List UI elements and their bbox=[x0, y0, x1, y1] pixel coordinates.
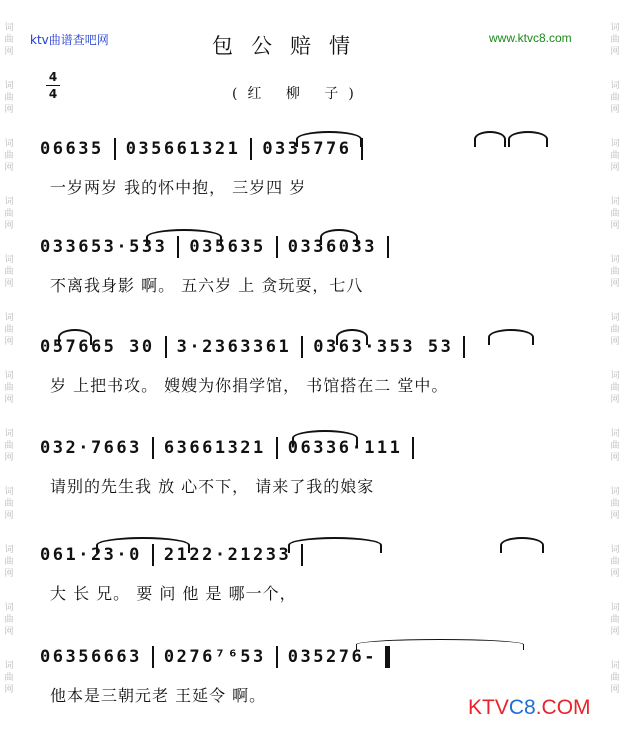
bar-line bbox=[250, 138, 252, 160]
score-row-6 bbox=[0, 645, 624, 745]
slur-mark bbox=[96, 537, 190, 553]
brand-right-link[interactable]: www.ktvc8.com bbox=[489, 31, 572, 45]
slur-mark bbox=[296, 131, 362, 147]
slur-mark bbox=[292, 430, 358, 446]
score-row-4 bbox=[0, 436, 624, 536]
measure: 0363·353 53 bbox=[313, 337, 454, 357]
measure: 0335776 bbox=[262, 139, 352, 159]
slur-mark bbox=[320, 229, 358, 245]
site-watermark-logo: KTVC8.COM bbox=[468, 696, 591, 719]
measure: 3·2363361 bbox=[176, 337, 292, 357]
bar-line bbox=[276, 437, 278, 459]
slur-mark bbox=[488, 329, 534, 345]
measure: 0276⁷⁶53 bbox=[163, 647, 266, 667]
bar-line bbox=[152, 646, 154, 668]
bar-line bbox=[165, 336, 167, 358]
measure: 057665 30 bbox=[40, 337, 155, 357]
slur-mark bbox=[508, 131, 548, 147]
song-title: 包公赔情 bbox=[212, 34, 368, 58]
slur-mark bbox=[474, 131, 506, 147]
bar-line bbox=[463, 336, 465, 358]
slur-mark bbox=[356, 639, 524, 650]
slur-mark bbox=[500, 537, 544, 553]
measure: 2122·21233 bbox=[163, 545, 292, 565]
measure: 06336·111 bbox=[287, 438, 403, 458]
song-subtitle: (红 柳 子) bbox=[232, 86, 364, 102]
left-watermark-column: 词 曲 网 词 曲 网 词 曲 网 词 曲 网 词 曲 网 词 曲 网 词 曲 网 词 曲 网 词 曲 网 词 曲 网 词 曲 网 词 曲 网 bbox=[4, 23, 14, 695]
slur-mark bbox=[146, 229, 222, 245]
notation-line bbox=[40, 235, 580, 259]
measure: 0336033 bbox=[287, 237, 377, 257]
bar-line bbox=[152, 437, 154, 459]
bar-line bbox=[301, 336, 303, 358]
measure: 035635 bbox=[189, 237, 266, 257]
bar-line bbox=[276, 646, 278, 668]
slur-mark bbox=[58, 329, 92, 345]
measure: 032·7663 bbox=[40, 438, 142, 458]
measure: 033653·533 bbox=[40, 237, 168, 257]
measure: 06635 bbox=[40, 139, 104, 159]
measure: 035661321 bbox=[125, 139, 241, 159]
bar-line bbox=[276, 236, 278, 258]
lyric-line: 请别的先生我 放 心不下， 请来了我的娘家 bbox=[50, 477, 375, 496]
measure: 061·23·0 bbox=[40, 545, 142, 565]
bar-line bbox=[114, 138, 116, 160]
bar-line bbox=[412, 437, 414, 459]
score-row-2 bbox=[0, 235, 624, 335]
time-signature: 4 4 bbox=[46, 70, 60, 101]
measure: 63661321 bbox=[163, 438, 266, 458]
right-watermark-column: 词 曲 网 词 曲 网 词 曲 网 词 曲 网 词 曲 网 词 曲 网 词 曲 网 词 曲 网 词 曲 网 词 曲 网 词 曲 网 词 曲 网 bbox=[610, 23, 620, 695]
lyric-line: 岁 上把书攻。 嫂嫂为你捐学馆， 书馆搭在二 堂中。 bbox=[50, 376, 449, 395]
score-row-3 bbox=[0, 335, 624, 435]
bar-line bbox=[387, 236, 389, 258]
slur-mark bbox=[336, 329, 368, 345]
lyric-line: 一岁两岁 我的怀中抱， 三岁四 岁 bbox=[50, 178, 307, 197]
brand-left: ktv曲谱查吧网 bbox=[30, 33, 109, 47]
lyric-line: 大 长 兄。 要 问 他 是 哪一个， bbox=[50, 584, 297, 603]
measure: 06356663 bbox=[40, 647, 142, 667]
score-row-1 bbox=[0, 137, 624, 237]
slur-mark bbox=[288, 537, 382, 553]
score-row-5 bbox=[0, 543, 624, 643]
lyric-line: 不离我身影 啊。 五六岁 上 贪玩耍，七八 bbox=[50, 276, 364, 295]
measure: 035276- bbox=[287, 647, 377, 667]
lyric-line: 他本是三朝元老 王延令 啊。 bbox=[50, 686, 267, 705]
